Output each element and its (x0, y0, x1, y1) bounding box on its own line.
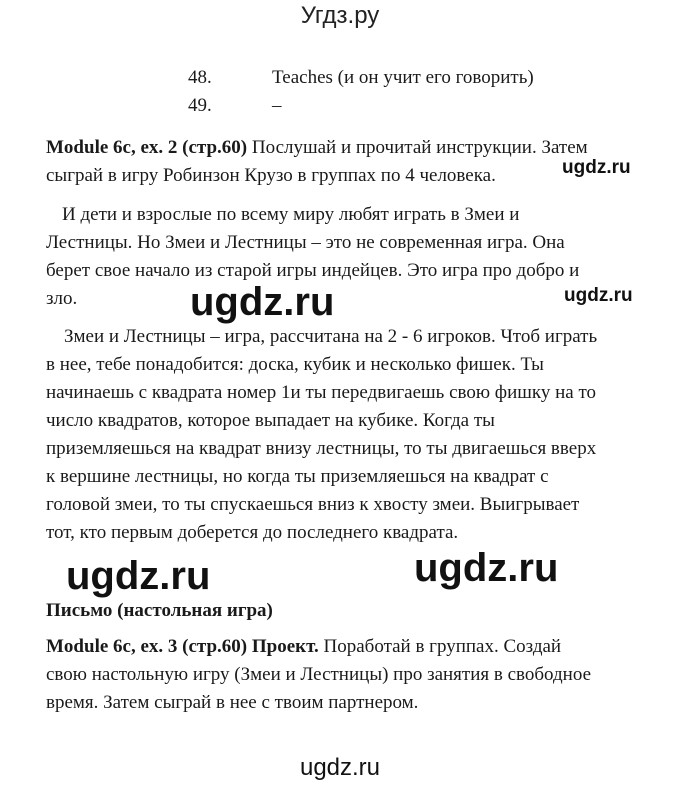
paragraph-line: Лестницы. Но Змеи и Лестницы – это не современная игра. Она (46, 232, 565, 253)
section2-heading: Module 6c, ex. 3 (стр.60) Проект. (46, 636, 319, 657)
watermark-footer: ugdz.ru (299, 754, 381, 781)
section1-instruction-line1: Послушай и прочитай инструкции. Затем (247, 137, 588, 158)
answer-number-48: 48. (188, 67, 212, 88)
watermark: ugdz.ru (190, 280, 335, 324)
paragraph-line: Змеи и Лестницы – игра, рассчитана на 2 - 6 игроков. Чтоб играть (64, 326, 598, 347)
section2-line1: Поработай в группах. Создай (318, 636, 562, 657)
section1-instruction-line2: сыграй в игру Робинзон Крузо в группах по 4 человека. (46, 165, 496, 186)
paragraph-line: к вершине лестницы, но когда ты приземляешься на квадрат с (46, 466, 549, 487)
section2-line2: свою настольную игру (Змеи и Лестницы) про занятия в свободное (46, 664, 591, 685)
watermark: ugdz.ru (562, 157, 631, 178)
paragraph-line: берет свое начало из старой игры индейцев. Это игра про добро и (46, 260, 580, 281)
site-title: Угдз.ру (300, 2, 380, 29)
section1-heading: Module 6c, ex. 2 (стр.60) (46, 137, 248, 158)
section-subheading: Письмо (настольная игра) (46, 600, 273, 621)
answer-text-48: Teaches (и он учит его говорить) (272, 67, 534, 88)
paragraph-line: приземляешься на квадрат внизу лестницы, то ты двигаешься вверх (46, 438, 597, 459)
section2-line3: время. Затем сыграй в нее с твоим партнером. (46, 692, 419, 713)
paragraph-line: начинаешь с квадрата номер 1и ты передвигаешь свою фишку на то (46, 382, 597, 403)
paragraph-line: И дети и взрослые по всему миру любят играть в Змеи и (62, 204, 520, 225)
section2-instruction (46, 633, 666, 717)
watermark: ugdz.ru (564, 285, 633, 306)
paragraph-line: головой змеи, то ты спускаешься вниз к хвосту змеи. Выигрывает (46, 494, 580, 515)
watermark: ugdz.ru (414, 546, 559, 590)
watermark: ugdz.ru (66, 554, 211, 598)
paragraph-line: в нее, тебе понадобится: доска, кубик и несколько фишек. Ты (46, 354, 544, 375)
paragraph-rules (46, 323, 666, 547)
paragraph-line: зло. (46, 288, 78, 309)
answer-text-49: – (272, 95, 282, 116)
paragraph-line: число квадратов, которое выпадает на кубике. Когда ты (46, 410, 495, 431)
answer-number-49: 49. (188, 95, 212, 116)
paragraph-line: тот, кто первым доберется до последнего квадрата. (46, 522, 459, 543)
